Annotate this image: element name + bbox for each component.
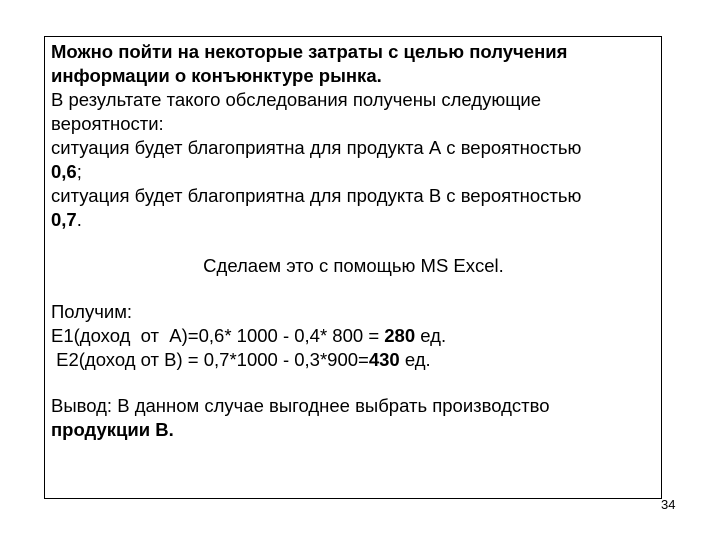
e1-value: 280 <box>384 325 416 346</box>
e2-formula <box>51 348 656 372</box>
e1-text: Е1(доход от А)=0,6* 1000 - 0,4* 800 = <box>51 325 385 346</box>
e2-value: 430 <box>368 349 400 370</box>
heading-line-2: информации о конъюнктуре рынка. <box>51 65 382 86</box>
e1-formula <box>51 324 656 348</box>
e2-unit: ед. <box>399 349 431 370</box>
intro-line-2: вероятности: <box>51 113 164 134</box>
case-a-probability: 0,6 <box>51 161 77 182</box>
intro-line-1: В результате такого обследования получены следующие <box>51 89 542 110</box>
excel-note: Сделаем это с помощью MS Excel. <box>203 255 504 276</box>
case-a-punct: ; <box>76 161 82 182</box>
case-b-text: ситуация будет благоприятна для продукта В с вероятностью <box>51 185 582 206</box>
case-b-punct: . <box>76 209 82 230</box>
e2-text: Е2(доход от В) = 0,7*1000 - 0,3*900= <box>51 349 369 370</box>
page-number: 34 <box>661 497 676 512</box>
case-a-probability-line <box>51 160 656 184</box>
result-label: Получим: <box>51 301 133 322</box>
conclusion-line-2: продукции В. <box>51 419 174 440</box>
slide-content <box>51 40 656 442</box>
case-b-probability-line <box>51 208 656 232</box>
case-a-text: ситуация будет благоприятна для продукта А с вероятностью <box>51 137 582 158</box>
case-b-probability: 0,7 <box>51 209 77 230</box>
conclusion-line-1: Вывод: В данном случае выгоднее выбрать производство <box>51 395 550 416</box>
heading-line-1: Можно пойти на некоторые затраты с целью получения <box>51 41 568 62</box>
e1-unit: ед. <box>415 325 447 346</box>
